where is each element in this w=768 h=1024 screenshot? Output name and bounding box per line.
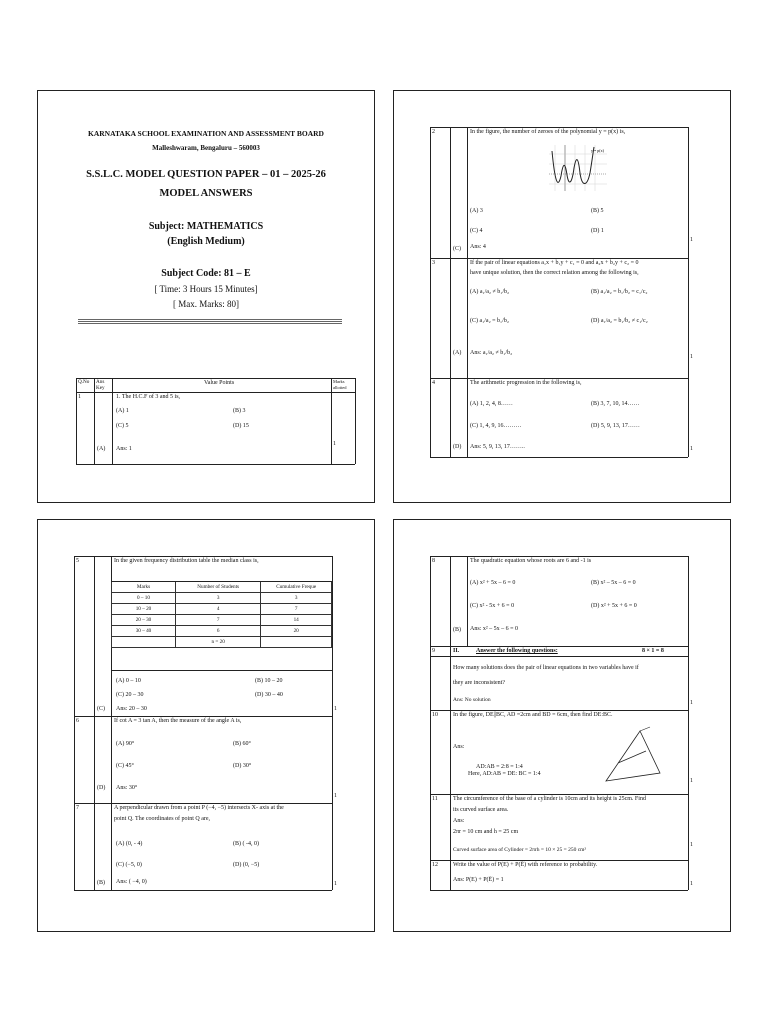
polynomial-graph [547,143,609,193]
max-marks: [ Max. Marks: 80] [173,299,239,309]
section-marks: 8 × 1 = 8 [642,648,664,654]
q11-step-2: Curved surface area of Cylinder = 2πrh = 10 × 25 = 250 cm² [453,847,587,853]
header-cumulative: Cumulative Freque [261,582,332,593]
q6-number: 6 [76,718,79,724]
q6-mark: 1 [334,793,337,799]
q12-number: 12 [432,862,438,868]
cell: 30 – 40 [112,626,176,637]
line-extension [640,727,650,731]
q5-key: (C) [97,706,105,712]
q12-mark: 1 [690,881,693,887]
q10-number: 10 [432,712,438,718]
q11-step-1: 2πr = 10 cm and h = 25 cm [453,829,519,835]
q9-number: 9 [432,648,435,654]
q1-option-c: (C) 5 [116,423,129,429]
cell: 14 [261,615,332,626]
q1-mark: 1 [333,441,336,447]
q4-answer: Ans: 5, 9, 13, 17…….. [470,444,525,450]
triangle-figure [602,725,664,785]
q7-text-2: point Q. The coordinates of point Q are, [114,816,211,822]
q7-option-b: (B) ( -4, 0) [233,841,259,847]
q5-answer: Ans: 20 – 30 [116,706,147,712]
q11-answer-label: Ans: [453,818,465,824]
q11-text: The circumference of the base of a cylinder is 10cm and its height is 25cm. Find [453,796,646,802]
q4-mark: 1 [690,446,693,452]
divider [78,323,342,324]
q4-key: (D) [453,444,462,450]
q8-option-b: (B) x² – 5x – 6 = 0 [591,580,636,586]
divider [78,319,342,320]
header-marks: allotted [333,385,347,390]
q11-number: 11 [432,796,438,802]
q8-option-c: (C) x² - 5x + 6 = 0 [470,603,515,609]
q7-number: 7 [76,805,79,811]
page-1 [37,90,375,503]
q3-number: 3 [432,260,435,266]
q3-option-c: (C) a₁/a₂ = b₁/b₂ [470,318,509,324]
q6-option-c: (C) 45° [116,763,134,769]
q8-answer: Ans: x² – 5x – 6 = 0 [470,626,519,632]
q7-option-a: (A) (0, - 4) [116,841,143,847]
q7-text: A perpendicular drawn from a point P (−4, −5) intersects X- axis at the [114,805,284,811]
board-address: Malleshwaram, Bengaluru – 560003 [152,144,260,152]
total-cell: n = 20 [175,637,260,648]
page-3 [37,519,375,932]
q1-option-b: (B) 3 [233,408,246,414]
q3-text-2: have unique solution, then the correct relation among the following is, [470,270,639,276]
section-number: II. [453,648,460,654]
cell [112,637,176,648]
cell [261,637,332,648]
cell: 0 – 10 [112,593,176,604]
q10-answer-label: Ans: [453,744,465,750]
q7-option-c: (C) (−5, 0) [116,862,142,868]
q8-option-a: (A) x² + 5x – 6 = 0 [470,580,516,586]
table-header-row [112,582,332,593]
q3-option-a: (A) a₁/a₂ ≠ b₁/b₂ [470,289,510,295]
cell: 4 [175,604,260,615]
page-4 [393,519,731,932]
q8-option-d: (D) x² + 5x + 6 = 0 [591,603,637,609]
q5-option-a: (A) 0 – 10 [116,678,141,684]
cell: 20 – 30 [112,615,176,626]
q10-step-2: Here, AD:AB = DE: BC = 1:4 [468,771,541,777]
q8-number: 8 [432,558,435,564]
q2-option-d: (D) 1 [591,228,604,234]
exam-time: [ Time: 3 Hours 15 Minutes] [154,284,258,294]
header-students: Number of Students [175,582,260,593]
header-ans-key: Ans [96,379,105,385]
q4-option-b: (B) 3, 7, 10, 14…… [591,401,640,407]
q3-option-b: (B) a₁/a₂ = b₁/b₂ = c₁/c₂ [591,289,648,295]
frequency-table-wrap [111,581,332,670]
section-heading: Answer the following questions: [476,648,558,654]
q5-option-d: (D) 30 – 40 [255,692,283,698]
q6-option-b: (B) 60° [233,741,251,747]
q5-option-b: (B) 10 – 20 [255,678,283,684]
q6-key: (D) [97,785,106,791]
cell: 7 [261,604,332,615]
q9-text: How many solutions does the pair of linear equations in two variables have if [453,665,639,671]
header-ans-key: Key [96,385,105,391]
q1-option-a: (A) 1 [116,408,129,414]
q2-option-a: (A) 3 [470,208,483,214]
cell: 10 – 20 [112,604,176,615]
subject: Subject: MATHEMATICS [148,221,264,232]
paper-subtitle: MODEL ANSWERS [159,188,253,199]
q2-text: In the figure, the number of zeroes of the polynomial y = p(x) is, [470,129,626,135]
table-row [112,615,332,626]
q1-text: 1. The H.C.F of 3 and 5 is, [116,394,181,400]
cell: 7 [175,615,260,626]
q3-answer: Ans: a₁/a₂ ≠ b₁/b₂ [470,350,513,356]
q3-mark: 1 [690,354,693,360]
subject-code: Subject Code: 81 – E [161,268,251,279]
header-marks: Marks [112,582,176,593]
q6-answer: Ans: 30° [116,785,138,791]
table-row [112,626,332,637]
q8-key: (B) [453,627,461,633]
q7-mark: 1 [334,881,337,887]
q2-option-b: (B) 5 [591,208,604,214]
q6-option-a: (A) 90° [116,741,135,747]
q2-mark: 1 [690,237,693,243]
paper-title: S.S.L.C. MODEL QUESTION PAPER – 01 – 2025-26 [86,169,326,180]
table-row [112,604,332,615]
q11-mark: 1 [690,842,693,848]
q7-answer: Ans: ( −4, 0) [116,879,147,885]
q5-number: 5 [76,558,79,564]
q2-answer: Ans: 4 [470,244,486,250]
triangle-abc [606,731,660,781]
q4-option-d: (D) 5, 9, 13, 17…… [591,423,640,429]
graph-label: y = p(x) [591,148,604,153]
q1-answer: Ans: 1 [116,446,132,452]
q5-option-c: (C) 20 – 30 [116,692,144,698]
q4-text: The arithmetic progression in the following is, [470,380,582,386]
table-total-row [112,637,332,648]
q2-number: 2 [432,129,435,135]
q8-text: The quadratic equation whose roots are 6 and -1 is [470,558,592,564]
header-value-points: Value Points [204,380,235,386]
cell: 3 [261,593,332,604]
cell: 6 [175,626,260,637]
q2-option-c: (C) 4 [470,228,483,234]
q9-mark: 1 [690,700,693,706]
q1-key: (A) [97,446,106,452]
divider [78,321,342,322]
q4-option-a: (A) 1, 2, 4, 8…… [470,401,513,407]
medium: (English Medium) [167,236,245,247]
board-name: KARNATAKA SCHOOL EXAMINATION AND ASSESSMENT BOARD [88,129,324,138]
q10-mark: 1 [690,778,693,784]
q2-key: (C) [453,246,461,252]
q6-text: If cot A = 3 tan A, then the measure of the angle A is, [114,718,242,724]
q5-mark: 1 [334,706,337,712]
cell: 3 [175,593,260,604]
q6-option-d: (D) 30° [233,763,252,769]
page-2 [393,90,731,503]
q3-text: If the pair of linear equations a₁x + b₁y + c₁ = 0 and a₂x + b₂y + c₂ = 0 [470,260,639,266]
q11-text-2: its curved surface area. [453,807,509,813]
q4-option-c: (C) 1, 4, 9, 16……… [470,423,522,429]
q4-number: 4 [432,380,435,386]
frequency-table [111,581,332,648]
q3-key: (A) [453,350,462,356]
q3-option-d: (D) a₁/a₂ = b₁/b₂ ≠ c₁/c₂ [591,318,648,324]
q7-option-d: (D) (0, −5) [233,862,260,868]
header-marks: Marks [333,379,345,384]
q12-text: Write the value of P(E) + P(Ē) with reference to probability. [453,862,598,868]
q7-key: (B) [97,880,105,886]
q9-answer: Ans: No solution [453,697,491,703]
polynomial-curve [552,147,594,184]
q12-answer: Ans: P(E) + P(Ē) = 1 [453,877,504,883]
q5-text: In the given frequency distribution table the median class is, [114,558,259,564]
q9-text-2: they are inconsistent? [453,680,505,686]
cell: 20 [261,626,332,637]
q1-option-d: (D) 15 [233,423,249,429]
q1-number: 1 [78,394,81,400]
q10-step-1: AD:AB = 2:8 = 1:4 [476,764,523,770]
header-qno: Q.No [78,379,90,385]
q10-text: In the figure, DE||BC, AD =2cm and BD = 6cm, then find DE:BC. [453,712,613,718]
table-row [112,593,332,604]
